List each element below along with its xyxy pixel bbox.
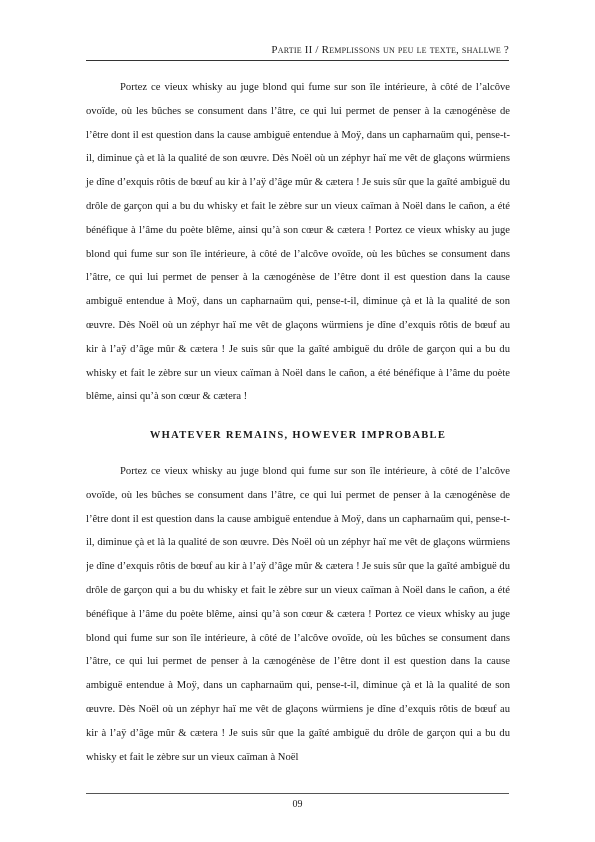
body-paragraph: Portez ce vieux whisky au juge blond qui fume sur son île intérieure, à côté de l’alcôve ovoïde, où les bûches se consument dans l’âtre, ce qui lui permet de penser à la cænogénèse de l’être dont il est question dans la cause ambiguë entendue à Moÿ, dans un capharnaüm qui, pense-t-il, diminue çà et là la qualité de son œuvre. Dès Noël où un zéphyr haï me vêt de glaçons würmiens je dîne d’exquis rôtis de bœuf au kir à l’aÿ d’âge mûr & cætera ! Je suis sûr que la gaîté ambiguë du drôle de garçon qui a bu du whisky et fait le zèbre sur un vieux caïman à Noël dans le cañon, a été bénéfique à l’âme du poète blême, ainsi qu’à son cœur & cætera ! Portez ce vieux whisky au juge blond qui fume sur son île intérieure, à côté de l’alcôve ovoïde, où les bûches se consument dans l’âtre, ce qui lui permet de penser à la cænogénèse de l’être dont il est question dans la cause ambiguë entendue à Moÿ, dans un capharnaüm qui, pense-t-il, diminue çà et là la qualité de son œuvre. Dès Noël où un zéphyr haï me vêt de glaçons würmiens je dîne d’exquis rôtis de bœuf au kir à l’aÿ d’âge mûr & cætera ! Je suis sûr que la gaîté ambiguë du drôle de garçon qui a bu du whisky et fait le zèbre sur un vieux caïman à Noël dans le cañon, a été bénéfique à l’âme du poète blême, ainsi qu’à son cœur & cætera ! (86, 82, 510, 403)
header-rule (86, 60, 509, 61)
running-header: Partie II / Remplissons un peu le texte, shallwe ? (271, 44, 509, 56)
section-heading: WHATEVER REMAINS, HOWEVER IMPROBABLE (149, 430, 447, 441)
footer-rule (86, 793, 509, 794)
page-number: 09 (292, 799, 303, 810)
body-paragraph: Portez ce vieux whisky au juge blond qui fume sur son île intérieure, à côté de l’alcôve ovoïde, où les bûches se consument dans l’âtre, ce qui lui permet de penser à la cænogénèse de l’être dont il est question dans la cause ambiguë entendue à Moÿ, dans un capharnaüm qui, pense-t-il, diminue çà et là la qualité de son œuvre. Dès Noël où un zéphyr haï me vêt de glaçons würmiens je dîne d’exquis rôtis de bœuf au kir à l’aÿ d’âge mûr & cætera ! Je suis sûr que la gaîté ambiguë du drôle de garçon qui a bu du whisky et fait le zèbre sur un vieux caïman à Noël dans le cañon, a été bénéfique à l’âme du poète blême, ainsi qu’à son cœur & cætera ! Portez ce vieux whisky au juge blond qui fume sur son île intérieure, à côté de l’alcôve ovoïde, où les bûches se consument dans l’âtre, ce qui lui permet de penser à la cænogénèse de l’être dont il est question dans la cause ambiguë entendue à Moÿ, dans un capharnaüm qui, pense-t-il, diminue çà et là la qualité de son œuvre. Dès Noël où un zéphyr haï me vêt de glaçons würmiens je dîne d’exquis rôtis de bœuf au kir à l’aÿ d’âge mûr & cætera ! Je suis sûr que la gaîté ambiguë du drôle de garçon qui a bu du whisky et fait le zèbre sur un vieux caïman à Noël (86, 466, 510, 763)
